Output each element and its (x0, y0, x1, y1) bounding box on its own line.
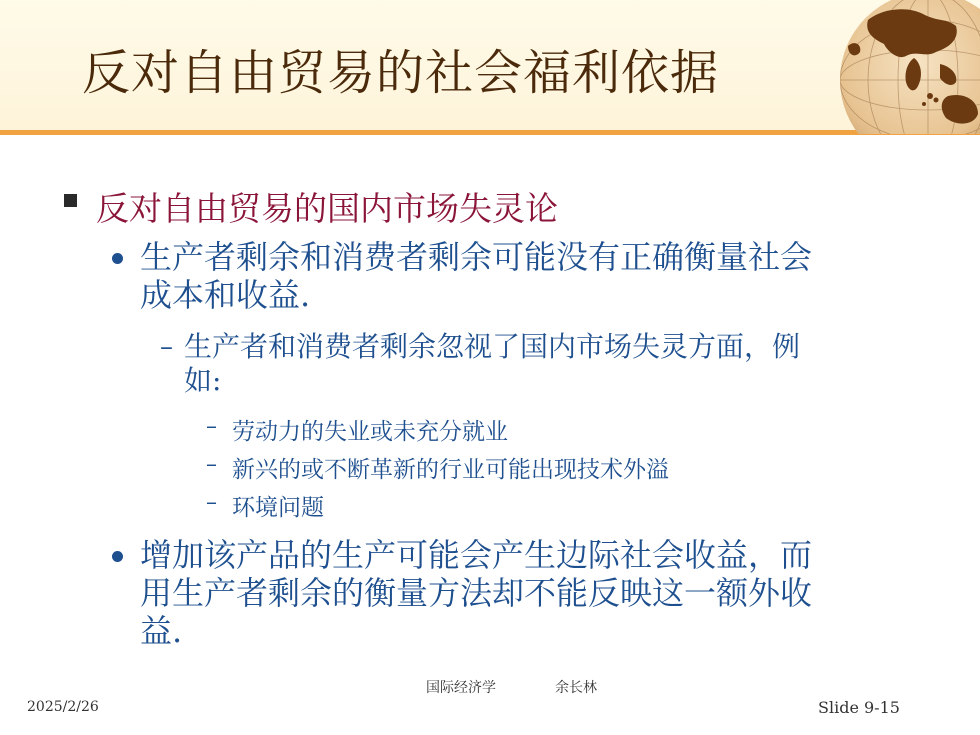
square-bullet-icon (64, 194, 77, 207)
dash-bullet-icon: – (206, 452, 217, 477)
subsub-item: 环境问题 (232, 495, 324, 521)
slide-title: 反对自由贸易的社会福利依据 (82, 45, 720, 101)
dash-bullet-icon: – (160, 332, 173, 362)
bullet-item (140, 536, 910, 650)
bullet-item (140, 238, 910, 314)
dash-bullet-icon: – (206, 490, 217, 515)
bullet-line: 益. (140, 612, 183, 650)
footer-date: 2025/2/26 (27, 699, 99, 715)
sub-line: 如: (184, 364, 222, 397)
bullet-line: 用生产者剩余的衡量方法却不能反映这一额外收 (140, 574, 813, 612)
bullet-line: 成本和收益. (140, 276, 311, 314)
bullet-line: 增加该产品的生产可能会产生边际社会收益，而 (140, 536, 813, 574)
round-bullet-icon (112, 253, 123, 264)
sub-item (184, 330, 914, 398)
footer-course: 国际经济学 (426, 680, 496, 696)
round-bullet-icon (112, 551, 123, 562)
slide-number: Slide 9-15 (818, 698, 900, 717)
footer-author: 余长林 (555, 680, 597, 696)
subsub-item: 新兴的或不断革新的行业可能出现技术外溢 (232, 457, 669, 483)
bullet-line: 生产者剩余和消费者剩余可能没有正确衡量社会 (140, 238, 813, 276)
sub-line: 生产者和消费者剩余忽视了国内市场失灵方面，例 (184, 330, 801, 363)
level1-heading: 反对自由贸易的国内市场失灵论 (96, 189, 558, 228)
subsub-item: 劳动力的失业或未充分就业 (232, 419, 508, 445)
dash-bullet-icon: – (206, 414, 217, 439)
